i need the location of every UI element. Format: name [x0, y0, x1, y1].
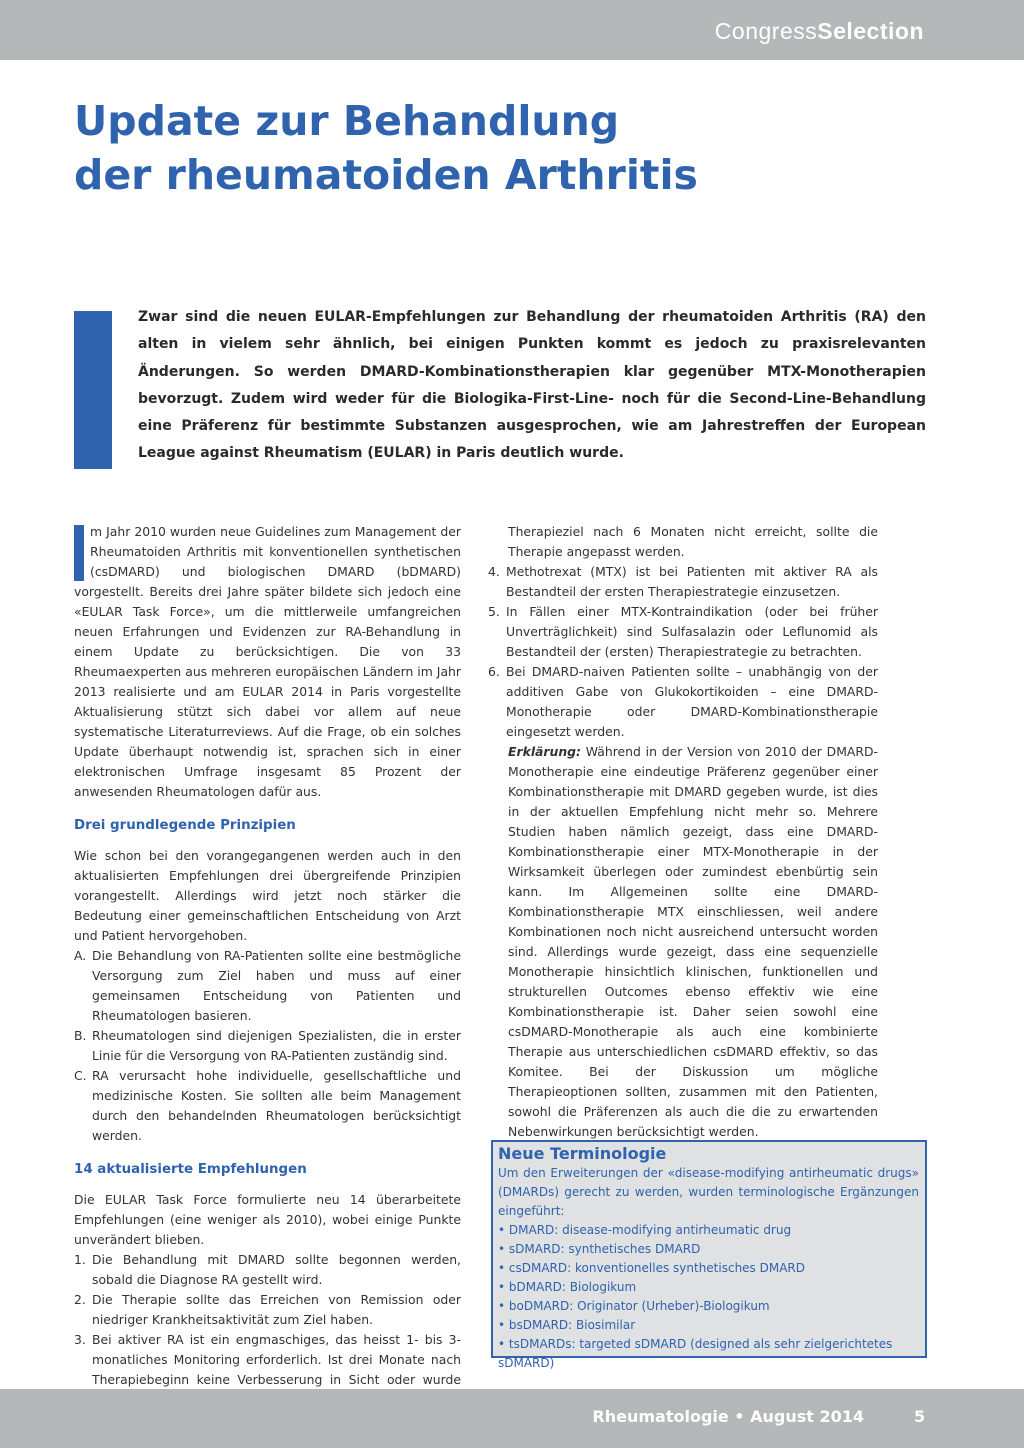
- list-text: Bei aktiver RA ist ein engmaschiges, das heisst 1- bis 3-monatliches Monitoring erforderlich. Ist drei Monate nach Therapiebeginn keine Verbesserung in Sicht oder wurde: [92, 1332, 461, 1387]
- terminology-item: • boDMARD: Originator (Urheber)-Biologikum: [498, 1299, 770, 1313]
- terminology-item: • sDMARD: synthetisches DMARD: [498, 1242, 701, 1256]
- lead-accent-bar: [74, 311, 112, 469]
- header-bar: [0, 0, 1024, 60]
- list-marker: 1.: [74, 1252, 86, 1267]
- list-text: Bei DMARD-naiven Patienten sollte – unabhängig von der additiven Gabe von Glukokortikoiden – eine DMARD-Monotherapie oder DMARD-Kombinationstherapie eingesetzt werden.: [506, 664, 878, 739]
- list-text: Rheumatologen sind diejenigen Spezialisten, die in erster Linie für die Versorgung von RA-Patienten zuständig sind.: [92, 1028, 461, 1063]
- list-item: [488, 602, 878, 662]
- title-line-1: Update zur Behandlung: [74, 97, 620, 145]
- terminology-item: • tsDMARDs: targeted sDMARD (designed als sehr zielgerichtetes sDMARD): [498, 1337, 893, 1370]
- terminology-box: [491, 1140, 927, 1370]
- text-column-right: [488, 522, 878, 1142]
- list-marker: 6.: [488, 664, 500, 679]
- intro-paragraph: [74, 522, 461, 802]
- list-marker: B.: [74, 1028, 87, 1043]
- list-text: Die Therapie sollte das Erreichen von Remission oder niedriger Krankheitsaktivität zum Ziel haben.: [92, 1292, 461, 1327]
- list-item: [74, 1250, 461, 1290]
- recommendations-paragraph: Die EULAR Task Force formulierte neu 14 überarbeitete Empfehlungen (eine weniger als 2010), wobei einige Punkte unverändert blieben.: [74, 1192, 461, 1247]
- explanation-paragraph: [488, 742, 878, 1142]
- recommendations-list: [74, 1250, 461, 1410]
- recommendations-list-continued: [488, 562, 878, 742]
- list-marker: 5.: [488, 604, 500, 619]
- article-title: [74, 94, 934, 202]
- list-item: [74, 1066, 461, 1146]
- list-text: Die Behandlung von RA-Patienten sollte eine bestmögliche Versorgung zum Ziel haben und muss auf einer gemeinsamen Entscheidung von Patienten und Rheumatologen basieren.: [92, 948, 461, 1023]
- list-text: Methotrexat (MTX) ist bei Patienten mit aktiver RA als Bestandteil der ersten Therapiestrategie einzusetzen.: [506, 564, 878, 599]
- list-text: In Fällen einer MTX-Kontraindikation (oder bei früher Unverträglichkeit) sind Sulfasalazin oder Leflunomid als Bestandteil der (ersten) Therapiestrategie zu betrachten.: [506, 604, 878, 659]
- journal-name: Rheumatologie • August 2014: [592, 1407, 864, 1426]
- list-item: [488, 662, 878, 742]
- section-heading-principles: Drei grundlegende Prinzipien: [74, 818, 296, 833]
- terminology-intro: Um den Erweiterungen der «disease-modifying antirheumatic drugs» (DMARDs) gerecht zu werden, wurden terminologische Ergänzungen eingeführt:: [498, 1166, 919, 1218]
- page-number: 5: [914, 1407, 926, 1426]
- terminology-title: Neue Terminologie: [498, 1144, 667, 1163]
- congress-selection-logo: [715, 18, 924, 45]
- list-item: [74, 946, 461, 1026]
- list-text: Die Behandlung mit DMARD sollte begonnen werden, sobald die Diagnose RA gestellt wird.: [92, 1252, 461, 1287]
- drop-cap-bar: [74, 525, 84, 581]
- terminology-item: • DMARD: disease-modifying antirheumatic drug: [498, 1223, 792, 1237]
- intro-text: m Jahr 2010 wurden neue Guidelines zum Management der Rheumatoiden Arthritis mit konventionellen synthetischen (csDMARD) und biologischen DMARD (bDMARD) vorgestellt. Bereits drei Jahre später bildete sich jedoch eine «EULAR Task Force», um die mittlerweile umfangreichen neuen Erfahrungen und Evidenzen zur RA-Behandlung in einem Update zu berücksichtigen. Die von 33 Rheumaexperten aus mehreren europäischen Ländern im Jahr 2013 realisierte und am EULAR 2014 in Paris vorgestellte Aktualisierung stützt sich dabei vor allem auf neue systematische Literaturreviews. Auf die Frage, ob ein solches Update überhaupt notwendig ist, sprachen sich in einer elektronischen Umfrage insgesamt 85 Prozent der anwesenden Rheumatologen dafür aus.: [74, 524, 461, 799]
- brand-bold-text: Selection: [817, 18, 924, 44]
- explanation-label: Erklärung:: [508, 744, 582, 759]
- article-lead: Zwar sind die neuen EULAR-Empfehlungen zur Behandlung der rheumatoiden Arthritis (RA) den alten in vielem sehr ähnlich, bei einigen Punkten kommt es jedoch zu praxisrelevanten Änderungen. So werden DMARD-Kombinationstherapien klar gegenüber MTX-Monotherapien bevorzugt. Zudem wird weder für die Biologika-First-Line- noch für die Second-Line-Behandlung eine Präferenz für bestimmte Substanzen ausgesprochen, wie am Jahrestreffen der European League against Rheumatism (EULAR) in Paris deutlich wurde.: [138, 309, 926, 462]
- list-marker: C.: [74, 1068, 87, 1083]
- list-item: [488, 562, 878, 602]
- footer-bar: [0, 1389, 1024, 1448]
- text-column-left: [74, 522, 461, 1410]
- list-text: RA verursacht hohe individuelle, gesellschaftliche und medizinische Kosten. Sie sollten alle beim Management durch den behandelnden Rheumatologen berücksichtigt werden.: [92, 1068, 461, 1143]
- list-item: [74, 1290, 461, 1330]
- list-marker: A.: [74, 948, 87, 963]
- principles-paragraph: Wie schon bei den vorangegangenen werden auch in den aktualisierten Empfehlungen drei übergreifende Prinzipien vorangestellt. Allerdings wird jetzt noch stärker die Bedeutung einer gemeinschaftlichen Entscheidung von Arzt und Patient hervorgehoben.: [74, 848, 461, 943]
- list-marker: 4.: [488, 564, 500, 579]
- terminology-item: • csDMARD: konventionelles synthetisches DMARD: [498, 1261, 806, 1275]
- brand-light-text: Congress: [714, 18, 818, 44]
- recommendation-3-continued: Therapieziel nach 6 Monaten nicht erreicht, sollte die Therapie angepasst werden.: [508, 524, 878, 559]
- list-marker: 2.: [74, 1292, 86, 1307]
- principles-list: [74, 946, 461, 1146]
- title-line-2: der rheumatoiden Arthritis: [74, 151, 698, 199]
- terminology-item: • bsDMARD: Biosimilar: [498, 1318, 636, 1332]
- list-marker: 3.: [74, 1332, 86, 1347]
- section-heading-recommendations: 14 aktualisierte Empfehlungen: [74, 1162, 307, 1177]
- list-item: [74, 1026, 461, 1066]
- explanation-text: Während in der Version von 2010 der DMARD-Monotherapie eine eindeutige Präferenz gegenüber einer Kombinationstherapie mit DMARD gegeben wurde, ist dies in der aktuellen Empfehlung nicht mehr so. Mehrere Studien haben nämlich gezeigt, dass eine DMARD-Kombinationstherapie einer MTX-Monotherapie in der Wirksamkeit überlegen oder zumindest ebenbürtig sein kann. Im Allgemeinen sollte eine DMARD-Kombinationstherapie MTX einschliessen, weil andere Kombinationen noch nicht ausreichend untersucht worden sind. Allerdings wurde gezeigt, dass eine sequenzielle Monotherapie hinsichtlich klinischen, funktionellen und strukturellen Outcomes ebenso effektiv wie eine Kombinationstherapie ist. Daher seien sowohl eine csDMARD-Monotherapie als auch eine kombinierte Therapie aus unterschiedlichen csDMARD effektiv, so das Komitee. Bei der Diskussion um mögliche Therapieoptionen sollten, zusammen mit den Patienten, sowohl die Präferenzen als auch die die zu erwartenden Nebenwirkungen berücksichtigt werden.: [508, 744, 878, 1139]
- terminology-item: • bDMARD: Biologikum: [498, 1280, 637, 1294]
